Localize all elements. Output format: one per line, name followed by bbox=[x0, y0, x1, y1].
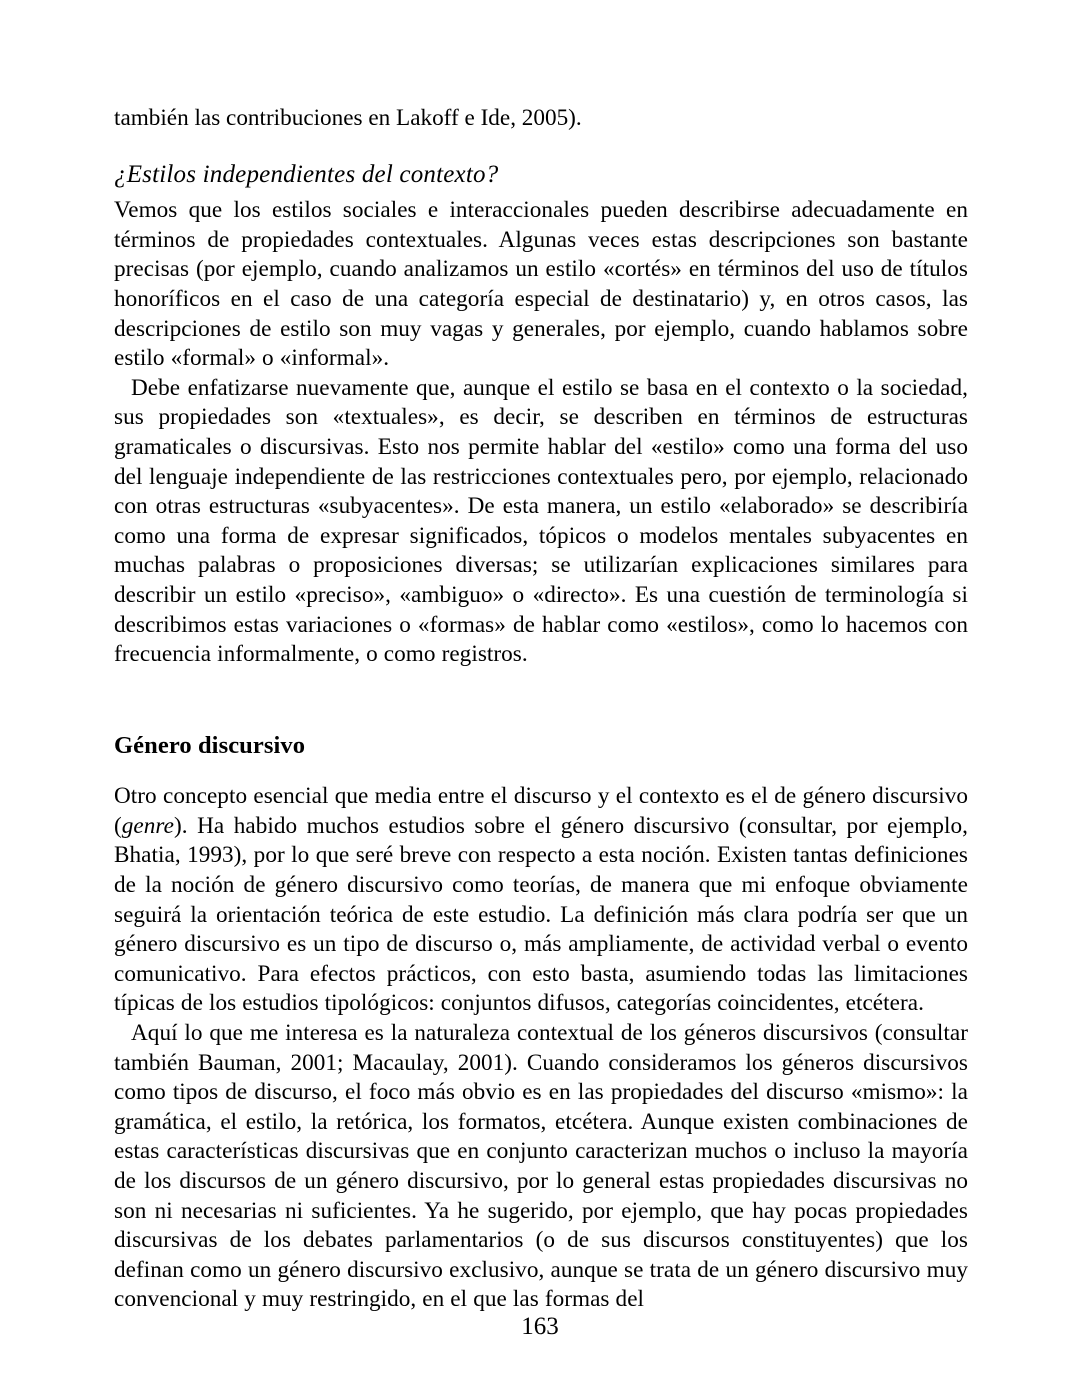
paragraph-debe-enfatizarse: Debe enfatizarse nuevamente que, aunque el estilo se basa en el contexto o la sociedad, sus propiedades son «textuales», es decir, se describen en términos de estructuras gramaticales o discursivas. Esto nos permite hablar del «estilo» como una forma del uso del lenguaje independiente de las restricciones contextuales pero, por ejemplo, relacionado con otras estructuras «subyacentes». De esta manera, un estilo «elaborado» se describiría como una forma de expresar significados, tópicos o modelos mentales subyacentes en muchas palabras o proposiciones diversas; se utilizarían explicaciones similares para describir un estilo «preciso», «ambiguo» o «directo». Es una cuestión de terminología si describimos estas variaciones o «formas» de hablar como «estilos», como lo hacemos con frecuencia informalmente, o como registros. bbox=[114, 374, 968, 668]
spacer-after-section-heading bbox=[114, 760, 968, 782]
section-heading-genero-discursivo: Género discursivo bbox=[114, 731, 306, 759]
paragraph-vemos-que-los-estilos: Vemos que los estilos sociales e interaccionales pueden describirse adecuadamente en términos de propiedades contextuales. Algunas veces estas descripciones son bastante precisas (por ejemplo, cuando analizamos un estilo «cortés» en términos del uso de títulos honoríficos en el caso de una categoría especial de destinatario) y, en otros casos, las descripciones de estilo son muy vagas y generales, por ejemplo, cuando hablamos sobre estilo «formal» o «informal». bbox=[114, 197, 968, 372]
paragraph-otro-concepto-part2: ). Ha habido muchos estudios sobre el género discursivo (consultar, por ejemplo, Bhatia, 1993), por lo que seré breve con respecto a esta noción. Existen tantas definiciones de la noción de género discursivo como teorías, de manera que mi enfoque obviamente seguirá la orientación teórica de este estudio. La definición más clara podría ser que un género discursivo es un tipo de discurso o, más ampliamente, de actividad verbal o evento comunicativo. Para efectos prácticos, con esto basta, asumiendo todas las limitaciones típicas de los estudios tipológicos: conjuntos difusos, categorías coincidentes, etcétera. bbox=[114, 812, 968, 1017]
page-number-folio: 163 bbox=[521, 1313, 559, 1340]
spacer-before-section-heading bbox=[114, 670, 968, 731]
continuation-line: también las contribuciones en Lakoff e Ide, 2005). bbox=[114, 105, 582, 131]
subheading-estilos-independientes: ¿Estilos independientes del contexto? bbox=[114, 160, 499, 188]
page-content-column bbox=[114, 104, 968, 1315]
spacer-after-subheading bbox=[114, 189, 968, 196]
paragraph-otro-concepto-part1: Otro concepto esencial que media entre el discurso y el contexto es el de género discursivo ( bbox=[114, 783, 968, 839]
spacer-before-subheading bbox=[114, 134, 968, 160]
paragraph-aqui-lo-que-me-interesa: Aquí lo que me interesa es la naturaleza contextual de los géneros discursivos (consultar también Bauman, 2001; Macaulay, 2001). Cuando consideramos los géneros discursivos como tipos de discurso, el foco más obvio es en las propiedades del discurso «mismo»: la gramática, el estilo, la retórica, los formatos, etcétera. Aunque existen combinaciones de estas características discursivas que en conjunto caracterizan muchos o incluso la mayoría de los discursos de un género discursivo, por lo general estas propiedades discursivas no son ni necesarias ni suficientes. Ya he sugerido, por ejemplo, que hay pocas propiedades discursivas de los debates parlamentarios (o de sus discursos constituyentes) que los definan como un género discursivo exclusivo, aunque se trata de un género discursivo muy convencional y muy restringido, en el que las formas del bbox=[114, 1020, 968, 1313]
paragraph-otro-concepto-esencial bbox=[114, 782, 968, 1019]
italic-term-genre: genre bbox=[121, 812, 174, 839]
